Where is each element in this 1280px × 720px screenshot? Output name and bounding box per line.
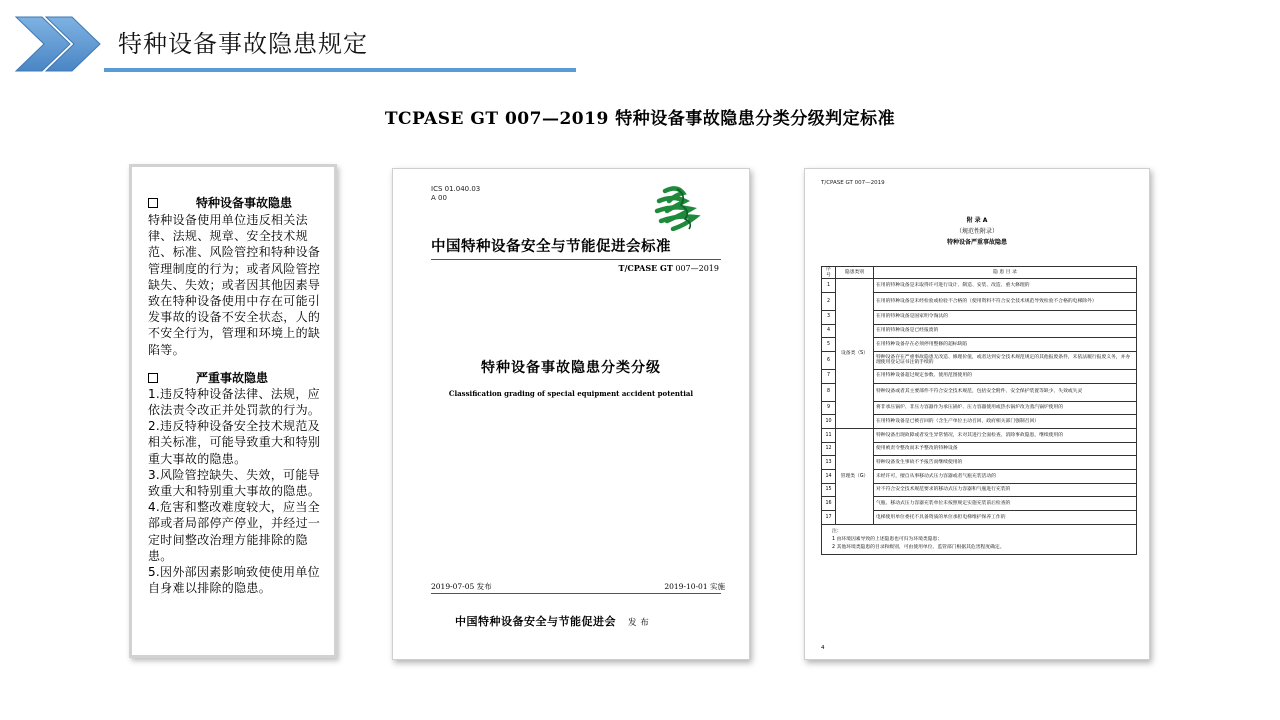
table-notes [822,524,1137,554]
table-header-no: 序号 [822,267,836,279]
row-text: 在用特种设备是已被召回的（含生产单位主动召回、政府相关部门强制召回） [874,415,1137,429]
row-text: 未经许可，擅自从事移动式压力容器或者气瓶充装活动的 [874,470,1137,484]
row-text: 在用的特种设备是已经报废的 [874,324,1137,338]
row-number: 11 [822,429,836,443]
effective-date: 2019-10-01 实施 [664,582,725,591]
row-number: 2 [822,292,836,310]
row-number: 13 [822,456,836,470]
standard-code-prefix: T/CPASE GT [618,263,673,273]
row-text: 特种设备发生事故不予报告而继续使用的 [874,456,1137,470]
row-number: 12 [822,442,836,456]
row-text: 在用的特种设备是未经检验或检验不合格的（使用资料不符合安全技术规范导致检验不合格的电梯除外） [874,292,1137,310]
category-cell-management: 管理类（G） [836,429,874,525]
list-item: 4.危害和整改难度较大，应当全部或者局部停产停业，并经过一定时间整改治理方能排除的隐患。 [148,500,321,563]
issuer [455,613,649,629]
row-text: 在用特种设备超过规定参数、使用范围使用的 [874,369,1137,383]
cover-rule-top [431,259,721,260]
list-item: 5.因外部因素影响致使使用单位自身难以排除的隐患。 [148,565,320,596]
standard-code [618,263,719,273]
row-number: 1 [822,279,836,293]
table-row [822,279,1137,293]
definition-card [129,164,337,658]
issuer-name: 中国特种设备安全与节能促进会 [455,615,616,628]
ccs-line: A 00 [431,194,447,202]
section-heading-accident-potential [148,195,322,211]
row-number: 15 [822,483,836,497]
hazard-table [821,266,1137,555]
table-header-list: 隐 患 目 录 [874,267,1137,279]
row-number: 8 [822,383,836,401]
row-number: 14 [822,470,836,484]
row-number: 17 [822,511,836,525]
row-text: 使用被责令整改而未予整改的特种设备 [874,442,1137,456]
row-number: 6 [822,351,836,369]
appendix-label: 附 录 A [966,217,988,224]
row-number: 16 [822,497,836,511]
list-item: 3.风险管控缺失、失效，可能导致重大和特别重大事故的隐患。 [148,467,321,499]
row-number: 4 [822,324,836,338]
note-label: 注： [832,528,842,534]
note-line-2: 2 其他环境类隐患的目录和级别，可由使用单位、监管部门根据其危害程度确定。 [832,544,1005,550]
page-number: 4 [821,645,825,651]
row-text: 特种设备出现故障或者发生异常情况，未对其进行全面检查、消除事故隐患，继续使用的 [874,429,1137,443]
publish-label: 发 布 [628,618,650,628]
english-title: Classification grading of special equipment accident potential [448,389,694,398]
row-number: 7 [822,369,836,383]
category-cell-equipment: 设备类（S） [836,279,874,429]
row-number: 9 [822,401,836,415]
list-item: 2.违反特种设备安全技术规范及相关标准，可能导致重大和特别重大事故的隐患。 [148,419,321,466]
title-underline [104,68,576,72]
appendix-standard-code: T/CPASE GT 007—2019 [821,180,885,186]
standard-subtitle: TCPASE GT 007—2019 特种设备事故隐患分类分级判定标准 [384,109,896,129]
cover-rule-bottom [431,593,721,594]
row-number: 10 [822,415,836,429]
row-text: 特种设备存在严重事故隐患无改造、修理价值，或者达到安全技术规范规定的其他报废条件，未依法履行报废义务，并办理使用登记证书注销手续的 [874,351,1137,369]
row-number: 3 [822,310,836,324]
row-text: 在用的特种设备是未取得许可进行设计、制造、安装、改造、重大修理的 [874,279,1137,293]
table-notes-row [822,524,1137,554]
section-heading-text: 特种设备事故隐患 [196,196,293,210]
document-title: 特种设备事故隐患分类分级 [481,360,661,376]
row-text: 气瓶、移动式压力容器充装单位未按照规定实施充装前后检查的 [874,497,1137,511]
row-text: 电梯使用单位委托不具备资质的单位承担电梯维护保养工作的 [874,511,1137,525]
standard-cover-page [392,168,750,660]
row-text: 特种设备或者其主要部件不符合安全技术规范，包括安全附件、安全保护装置等缺少、失效或失灵 [874,383,1137,401]
organization-standard-title: 中国特种设备安全与节能促进会标准 [431,238,671,255]
row-text: 对不符合安全技术规范要求的移动式压力容器和气瓶进行充装的 [874,483,1137,497]
checkbox-square-icon [148,198,158,208]
page-title: 特种设备事故隐患规定 [118,30,368,58]
appendix-table-title: 特种设备严重事故隐患 [946,239,1007,246]
section-heading-text: 严重事故隐患 [196,370,269,385]
row-number: 5 [822,338,836,352]
row-text: 在用特种设备存在必须停用整修的超标缺陷 [874,338,1137,352]
note-line-1: 1 由环境因素导致的上述隐患也可归为环境类隐患； [832,536,943,542]
list-item: 1.违反特种设备法律、法规，应依法责令改正并处罚款的行为。 [148,386,321,418]
standard-code-suffix: 007—2019 [675,264,719,273]
appendix-normative: （规范性附录） [955,228,998,235]
ics-code [431,185,480,203]
ics-line: ICS 01.040.03 [431,185,481,193]
checkbox-square-icon [148,373,158,383]
release-date: 2019-07-05 发布 [431,582,492,591]
chevron-arrows-icon [14,15,104,73]
table-row [822,429,1137,443]
table-header-category: 隐患类别 [836,267,874,279]
association-logo-icon [651,185,701,231]
section-heading-serious-potential [148,370,322,386]
row-text: 在用的特种设备是国家明令淘汰的 [874,310,1137,324]
row-text: 将非承压锅炉、非压力容器作为承压锅炉、压力容器使用或热水锅炉改为蒸汽锅炉使用的 [874,401,1137,415]
section-body-definition: 特种设备使用单位违反相关法律、法规、规章、安全技术规范、标准、风险管控和特种设备管理制度的行为；或者风险管控缺失、失效；或者因其他因素导致在特种设备使用中存在可能引发事故的设备不安全状态，人的不安全行为，管理和环境上的缺陷等。 [148,213,321,357]
appendix-page [804,168,1150,660]
